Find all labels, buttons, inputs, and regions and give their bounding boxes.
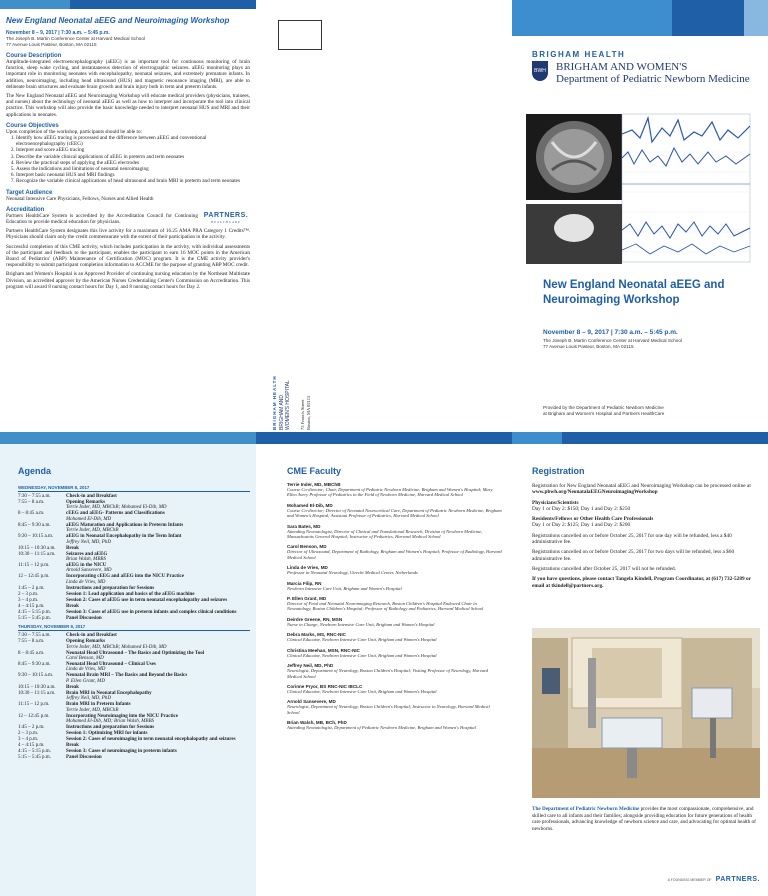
agenda-row: [18, 651, 250, 662]
cover-date: November 8 – 9, 2017 | 7:30 a.m. – 5:45 p.m.: [543, 329, 678, 336]
faculty-item: [287, 482, 502, 498]
agenda-title: Incorporating Neuroimaging into the NICU Practice: [66, 713, 178, 719]
mailer-hospital-1: BRIGHAM AND: [279, 394, 285, 430]
faculty-name: Corinne Pryor, BS RNC-NIC IBCLC: [287, 683, 363, 689]
department-statement: [532, 806, 760, 832]
objective-item: 7. Recognize the variable clinical applications of head ultrasound and brain MRI in preterm and term neonates: [16, 178, 250, 184]
faculty-title: Director of Fetal and Neonatal Neuroimaging Research, Boston Children's Hospital Endowed Chair in Neonatology, Boston Children's Hospital; Professor of Radiology and Pediatrics, Harvard Medical School: [287, 601, 484, 612]
partners-logo: [202, 213, 250, 225]
top-bar-accent: [0, 0, 70, 9]
agenda-row: [18, 563, 250, 574]
agenda-row: [18, 494, 250, 499]
faculty-item: [287, 596, 502, 612]
audience-text: Neonatal Intensive Care Physicians, Fellows, Nurses and Allied Health: [6, 195, 154, 202]
nicu-room-photo: [532, 628, 760, 798]
partners-logo-sub: HEALTHCARE: [211, 220, 241, 225]
agenda-title: Break: [66, 545, 79, 551]
bwh-shield-icon: BWH: [532, 61, 548, 81]
faculty-item: [287, 524, 502, 540]
fold-divider-light: [512, 432, 562, 444]
cancel-policy-3: Registrations cancelled after October 25, 2017 will not be refunded.: [532, 565, 676, 572]
agenda-title: Session 2: Cases of aEEG use in term neonatal encephalopathy and seizures: [66, 597, 228, 603]
agenda-time: 11:15 – 12 p.m.: [18, 563, 50, 569]
agenda-time: 7:30 – 7:55 a.m.: [18, 494, 51, 499]
agenda-title: Neonatal Head Ultrasound – Clinical Uses: [66, 662, 156, 668]
agenda-row: [18, 685, 250, 690]
agenda-time: 9:30 – 10:15 a.m.: [18, 673, 54, 679]
agenda-title: cEEG and aEEG- Patterns and Classifications: [66, 511, 165, 517]
cancel-policy-1: Registrations cancelled on or before October 25, 2017 for one day will be refunded, less a $40 administrative fee.: [532, 532, 732, 546]
agenda-event: [66, 552, 250, 563]
agenda-title: Incorporating cEEG and aEEG into the NICU Practice: [66, 574, 184, 580]
faculty-name: P. Ellen Grant, MD: [287, 596, 327, 602]
partners-logo-text: PARTNERS.: [203, 211, 249, 219]
faculty-name: Debra Marks, MS, RNC-NIC: [287, 632, 346, 638]
faculty-item: [287, 648, 502, 658]
cover-top-bar-accent: [512, 0, 672, 36]
accreditation-p3: Successful completion of this CME activity, which includes participation in the activity, with individual assessments of the participant and feedback to the participant, enables the participant to earn 16 MOC points in the American Board of Pediatrics' (ABP) Maintenance of Certification (MOC) program. It is the CME activity provider's responsibility to submit participant completion information to ACCME for the purpose of granting ABP MOC credit.: [6, 243, 250, 269]
agenda-speaker: Mohamed El-Dib, MD; Brian Walsh, MBBS: [66, 719, 154, 725]
agenda-event: [66, 494, 250, 499]
agenda-time: 10:15 – 10:30 a.m.: [18, 545, 56, 551]
agenda-title: aEEG in the NICU: [66, 563, 107, 569]
agenda-row: [18, 662, 250, 673]
faculty-name: Terrie Inder, MD, MBChB: [287, 482, 341, 487]
agenda-title: Session 1: Lead application and basics of the aEEG machine: [66, 591, 195, 597]
faculty-item: [287, 720, 502, 730]
mailer-brand: BRIGHAM HEALTH: [272, 375, 277, 430]
faculty-title: Nurse in Charge, Newborn Intensive Care Unit, Brigham and Women's Hospital: [287, 621, 435, 627]
agenda-title: Check-in and Breakfast: [66, 633, 117, 639]
agenda-speaker: Terrie Inder, MD, MBChB; Mohamed El-Dib, MD: [66, 505, 167, 511]
faculty-item: [287, 503, 502, 519]
agenda-event: [66, 755, 250, 760]
agenda-event: [66, 534, 250, 545]
agenda-event: [66, 604, 250, 609]
dept-name-highlight: The Department of Pediatric Newborn Medicine: [532, 806, 640, 812]
agenda-time: 7:55 – 8 a.m.: [18, 500, 45, 505]
faculty-title: Course Co-director; Director of Neonatal Neurocritical Care, Department of Pediatric Newborn Medicine, Brigham and Women's Hospital; Assistant Professor of Pediatrics, Harvard Medical School: [287, 507, 502, 519]
agenda-row: [18, 534, 250, 545]
faculty-item: [287, 632, 502, 642]
agenda-row: [18, 725, 250, 730]
faculty-heading: CME Faculty: [287, 466, 342, 476]
agenda-row: [18, 574, 250, 585]
cancel-policy-2: Registrations cancelled on or before October 25, 2017 for two days will be refunded, less a $60 administrative fee.: [532, 549, 735, 562]
agenda-time: 4:15 – 5:15 p.m.: [18, 749, 51, 755]
faculty-item: [287, 544, 502, 560]
cover-top-bar-light: [744, 0, 768, 36]
agenda-event: [66, 749, 250, 754]
agenda-day-1: WEDNESDAY, NOVEMBER 8, 2017: [18, 485, 250, 492]
dept-description: provides the most compassionate, comprehensive, and skilled care to all infants and their families; alongside providing education for future generations of health care professionals, advancing knowledge of newborn science and care, and advocating for optimal health of newborns.: [532, 806, 756, 832]
agenda-row: [18, 598, 250, 603]
course-description-p1: Amplitude-integrated electroencephalography (aEEG) is an important tool for continuous monitoring of brain function, sleep wake cycling, and instantaneous detection of electrographic seizures. aEEG monitoring plays an important role in monitoring neonates with encephalopathy, neonatal seizures, and extremely premature infants. In addition, neuroimaging, including head ultrasound (HUS) and magnetic resonance imaging (MRI), are able to delineate brain structures and evaluate brain growth and brain injury both in term and preterm infants.: [6, 59, 250, 90]
agenda-row: [18, 592, 250, 597]
faculty-title: Attending Neonatologist, Department of Pediatric Newborn Medicine, Brigham and Women's Hospital: [287, 725, 476, 731]
faculty-title: Clinical Educator, Newborn Intensive Care Unit, Brigham and Women's Hospital: [287, 652, 437, 658]
faculty-name: Deirdre Greene, RN, MSN: [287, 616, 343, 622]
objectives-heading: Course Objectives: [6, 122, 59, 129]
agenda-time: 8:45 – 9:30 a.m.: [18, 662, 51, 668]
accreditation-heading: Accreditation: [6, 206, 45, 213]
agenda-time: 12 – 12:45 p.m.: [18, 574, 50, 580]
agenda-event: [66, 511, 250, 522]
agenda-row: [18, 731, 250, 736]
agenda-speaker: Jeffrey Neil, MD, PhD: [66, 696, 111, 702]
agenda-event: [66, 639, 250, 650]
agenda-event: [66, 673, 250, 684]
agenda-list: [18, 483, 250, 761]
physicians-fee: Day 1 or Day 2: $150; Day 1 and Day 2: $250: [532, 505, 631, 512]
footer-partners: [600, 868, 760, 886]
brigham-logo: [532, 50, 762, 87]
objectives-list: [6, 135, 250, 185]
agenda-title: Instructions and preparation for Sessions: [66, 585, 155, 591]
faculty-title: Professor in Neonatal Neurology, Utrecht Medical Center, Netherlands: [287, 570, 418, 576]
cover-provider: [543, 405, 763, 417]
faculty-name: Arnold Sansevere, MD: [287, 699, 336, 705]
agenda-time: 8 – 8:45 a.m.: [18, 511, 45, 517]
agenda-row: [18, 714, 250, 725]
agenda-day-1-rows: [18, 494, 250, 621]
agenda-title: Opening Remarks: [66, 500, 106, 505]
agenda-event: [66, 743, 250, 748]
faculty-item: [287, 699, 502, 715]
agenda-day-2: THURSDAY, NOVEMBER 9, 2017: [18, 624, 250, 631]
agenda-row: [18, 616, 250, 621]
objectives-intro: Upon completion of the workshop, participants should be able to:: [6, 128, 143, 135]
agenda-event: [66, 563, 250, 574]
objective-item: 4. Review the practical steps of applying the aEEG electrodes: [16, 160, 250, 166]
faculty-name: Sara Bates, MD: [287, 523, 321, 529]
agenda-event: [66, 586, 250, 591]
agenda-row: [18, 633, 250, 638]
faculty-name: Christina Meehan, MSN, RNC-NIC: [287, 647, 360, 653]
registration-intro: Registration for New England Neonatal aEEG and Neuroimaging Workshop can be processed online at: [532, 483, 751, 489]
workshop-title: New England Neonatal aEEG and Neuroimaging Workshop: [6, 16, 230, 25]
faculty-name: Carol Benson, MD: [287, 544, 327, 550]
agenda-event: [66, 598, 250, 603]
accreditation-p1: Partners HealthCare System is accredited by the Accreditation Council for Continuing Education to provide medical education for physicians.: [6, 212, 198, 226]
agenda-speaker: Mohamed El-Dib, MD: [66, 516, 112, 522]
footer-partners-logo: PARTNERS.: [715, 876, 760, 883]
agenda-speaker: Terrie Inder, MD, MBChB: [66, 528, 119, 534]
agenda-speaker: Carol Benson, MD: [66, 656, 104, 662]
faculty-name: Jeffrey Neil, MD, PhD: [287, 663, 334, 669]
agenda-event: [66, 633, 250, 638]
faculty-list: [287, 482, 502, 736]
agenda-time: 5:15 – 5:45 p.m.: [18, 615, 51, 621]
cover-address: 77 Avenue Louis Pasteur, Boston, MA 02115: [543, 344, 634, 349]
postage-box: [278, 20, 322, 50]
cover-venue: The Joseph B. Martin Conference Center at Harvard Medical School: [543, 338, 682, 343]
agenda-speaker: Arnold Sansevere, MD: [66, 568, 112, 574]
faculty-name: Marcia Filip, RN: [287, 580, 322, 586]
faculty-name: Brian Walsh, MB, BCh, PhD: [287, 720, 347, 726]
accreditation-p2: Partners HealthCare System designates this live activity for a maximum of 16.25 AMA PRA Category 1 Credits™. Physicians should claim only the credit commensurate with the extent of their participation in the activity.: [6, 228, 250, 241]
agenda-time: 5:15 – 5:45 p.m.: [18, 755, 51, 761]
agenda-time: 4 – 4:15 p.m.: [18, 743, 45, 749]
registration-heading: Registration: [532, 466, 585, 476]
agenda-speaker: Linda de Vries, MD: [66, 579, 106, 585]
faculty-title: Neurologist, Department of Neurology, Boston Children's Hospital; Visiting Professor of Neurology, Harvard Medical School: [287, 668, 488, 679]
course-info-panel: [6, 16, 250, 293]
cover-event-info: [543, 329, 763, 350]
agenda-event: [66, 574, 250, 585]
faculty-title: Neurologist, Department of Neurology, Boston Children's Hospital; Instructor in Neurology, Harvard Medical School: [287, 704, 490, 715]
agenda-event: [66, 610, 250, 615]
agenda-row: [18, 702, 250, 713]
agenda-event: [66, 702, 250, 713]
agenda-time: 7:30 – 7:55 a.m.: [18, 633, 51, 639]
agenda-time: 7:55 – 8 a.m.: [18, 639, 45, 645]
agenda-row: [18, 604, 250, 609]
agenda-time: 3 – 4 p.m.: [18, 737, 39, 743]
accreditation: [6, 213, 250, 290]
agenda-row: [18, 691, 250, 702]
agenda-time: 4 – 4:15 p.m.: [18, 603, 45, 609]
agenda-time: 10:30 – 11:15 a.m.: [18, 690, 56, 696]
objective-item: 6. Interpret basic neonatal HUS and MRI findings: [16, 172, 250, 178]
agenda-time: 2 – 3 p.m.: [18, 731, 39, 737]
agenda-title: Panel Discussion: [66, 755, 102, 761]
agenda-time: 8 – 8:45 a.m.: [18, 650, 45, 656]
faculty-title: Director of Ultrasound, Department of Radiology, Brigham and Women's Hospital; Professor of Radiology, Harvard Medical School: [287, 549, 502, 560]
agenda-time: 3 – 4 p.m.: [18, 597, 39, 603]
agenda-event: [66, 714, 250, 725]
agenda-title: Break: [66, 684, 79, 690]
agenda-row: [18, 673, 250, 684]
agenda-event: [66, 662, 250, 673]
agenda-event: [66, 651, 250, 662]
contact-info: If you have questions, please contact Tangela Kindell, Program Coordinator, at (617) 732-5289 or email at tkindell@partners.org.: [532, 576, 751, 589]
agenda-event: [66, 731, 250, 736]
faculty-name: Linda de Vries, MD: [287, 565, 328, 571]
agenda-speaker: Linda de Vries, MD: [66, 667, 106, 673]
agenda-time: 2 – 3 p.m.: [18, 591, 39, 597]
objective-item: 1. Identify how aEEG tracing is processed and the difference between aEEG and conventional electroencephalography (cEEG): [16, 135, 250, 147]
agenda-event: [66, 592, 250, 597]
agenda-event: [66, 725, 250, 730]
agenda-title: Neonatal Brain MRI – The Basics and Beyond the Basics: [66, 673, 188, 679]
mailer-hospital-2: WOMEN'S HOSPITAL: [285, 380, 291, 430]
registration-link[interactable]: www.pbwh.org/NeonatalaEEGNeuroimagingWorkshop: [532, 489, 658, 496]
agenda-title: Brain MRI in Neonatal Encephalopathy: [66, 690, 152, 696]
faculty-title: Clinical Educator, Newborn Intensive Care Unit, Brigham and Women's Hospital: [287, 637, 437, 643]
agenda-time: 8:45 – 9:30 a.m.: [18, 522, 51, 528]
agenda-row: [18, 523, 250, 534]
dept-name: Department of Pediatric Newborn Medicine: [556, 73, 750, 85]
agenda-event: [66, 500, 250, 511]
agenda-title: Instructions and preparation for Sessions: [66, 725, 155, 731]
agenda-title: Session 3: Cases of aEEG use in preterm infants and complex clinical conditions: [66, 609, 237, 615]
agenda-title: Neonatal Head Ultrasound – The Basics and Optimizing the Tool: [66, 650, 205, 656]
faculty-item: [287, 581, 502, 591]
faculty-title: Newborn Intensive Care Unit, Brigham and Women's Hospital: [287, 585, 402, 591]
registration-info: [532, 483, 760, 593]
agenda-speaker: Brian Walsh, MBBS: [66, 557, 106, 563]
agenda-time: 10:15 – 10:30 a.m.: [18, 684, 56, 690]
faculty-item: [287, 565, 502, 575]
agenda-event: [66, 685, 250, 690]
agenda-event: [66, 616, 250, 621]
objective-item: 5. Assess the indications and limitations of neonatal neuroimaging: [16, 166, 250, 172]
faculty-item: [287, 617, 502, 627]
agenda-title: Opening Remarks: [66, 639, 106, 645]
agenda-title: Panel Discussion: [66, 615, 102, 621]
course-description-heading: Course Description: [6, 53, 62, 59]
agenda-row: [18, 586, 250, 591]
accreditation-p4: Brigham and Women's Hospital is an Approved Provider of continuing nursing education by the Northeast Multistate Division, an accredited approver by the American Nurses Credentialing Center's Commission on Accreditation. This program will award 8 nursing contact hours for Day 1, and 8 nursing contact hours for Day 2.: [6, 271, 250, 290]
agenda-speaker: Jeffrey Neil, MD, PhD: [66, 539, 111, 545]
audience-heading: Target Audience: [6, 189, 53, 196]
agenda-speaker: Terrie Inder, MD, MBChB: [66, 707, 119, 713]
faculty-item: [287, 663, 502, 679]
agenda-row: [18, 755, 250, 760]
agenda-row: [18, 610, 250, 615]
agenda-title: Break: [66, 603, 79, 609]
agenda-time: 10:30 – 11:15 a.m.: [18, 551, 56, 557]
agenda-time: 1:45 – 2 p.m.: [18, 585, 45, 591]
provider-line-2: at Brigham and Women's Hospital and Partners HealthCare: [543, 411, 665, 416]
agenda-row: [18, 500, 250, 511]
agenda-day-2-rows: [18, 633, 250, 760]
agenda-speaker: P. Ellen Grant, MD: [66, 678, 105, 684]
agenda-title: Session 2: Cases of neuroimaging in term neonatal encephalopathy and seizures: [66, 737, 236, 743]
agenda-event: [66, 546, 250, 551]
brand-label: BRIGHAM HEALTH: [532, 50, 626, 59]
course-description: [6, 59, 250, 118]
faculty-item: [287, 684, 502, 694]
agenda-title: Session 1: Optimizing MRI for infants: [66, 731, 148, 737]
agenda-title: Seizures and aEEG: [66, 551, 108, 557]
agenda-row: [18, 749, 250, 754]
workshop-venue: The Joseph B. Martin Conference Center at Harvard Medical School: [6, 36, 145, 41]
agenda-row: [18, 546, 250, 551]
agenda-row: [18, 737, 250, 742]
objective-item: 3. Describe the variable clinical applications of aEEG in preterm and term neonates: [16, 154, 250, 160]
agenda-title: Brain MRI in Preterm Infants: [66, 702, 131, 708]
agenda-title: Check-in and Breakfast: [66, 494, 117, 499]
agenda-title: Session 3: Cases of neuroimaging in preterm infants: [66, 749, 177, 755]
cover-title: New England Neonatal aEEG and Neuroimaging Workshop: [543, 279, 725, 306]
agenda-row: [18, 552, 250, 563]
residents-fee: Day 1 or Day 2: $125; Day 1 and Day 2: $200: [532, 522, 631, 529]
agenda-event: [66, 523, 250, 534]
agenda-time: 9:30 – 10:15 a.m.: [18, 534, 54, 540]
faculty-title: Course Co-director; Chair, Department of Pediatric Newborn Medicine, Brigham and Women's Hospital; Mary Ellen Avery Professor of Pediatrics in the Field of Newborn Medicine, Harvard Medical School: [287, 487, 493, 498]
agenda-row: [18, 639, 250, 650]
faculty-title: Attending Neonatologist, Director of Clinical and Translational Research, Division of Newborn Medicine, Massachusetts General Hospital; Instructor of Pediatrics, Harvard Medical School: [287, 528, 483, 540]
agenda-event: [66, 737, 250, 742]
faculty-name: Mohamed El-Dib, MD: [287, 502, 333, 508]
agenda-title: Break: [66, 743, 79, 749]
agenda-row: [18, 511, 250, 522]
residents-heading: Residents/Fellows or Other Health Care Professionals: [532, 516, 654, 523]
mailer-address-1: 75 Francis Street: [300, 399, 305, 430]
agenda-event: [66, 691, 250, 702]
objective-item: 2. Interpret and score aEEG tracing: [16, 147, 250, 153]
agenda-heading: Agenda: [18, 466, 52, 476]
physicians-heading: Physicians/Scientists: [532, 499, 579, 506]
course-description-p2: The New England Neonatal aEEG and Neuroimaging Workshop will educate medical providers (physicians, trainees, and nurses) about the technology of neonatal aEEG as well as how to interpret and incorporate the tool into clinical practice. This workshop will also provide the basic knowledge needed to interpret neonatal HUS and MRI and their applications in neonates.: [6, 93, 250, 118]
agenda-time: 11:15 – 12 p.m.: [18, 702, 50, 708]
agenda-title: aEEG in Neonatal Encephalopathy in the Term Infant: [66, 534, 182, 540]
agenda-time: 4:15 – 5:15 p.m.: [18, 609, 51, 615]
return-address: [272, 348, 312, 432]
fold-divider-accent: [0, 432, 256, 444]
provider-line-1: Provided by the Department of Pediatric Newborn Medicine: [543, 405, 664, 410]
agenda-speaker: Terrie Inder, MD, MBChB; Mohamed El-Dib, MD: [66, 644, 167, 650]
cover-photo-collage: [512, 112, 768, 266]
org-name: BRIGHAM AND WOMEN'S: [556, 61, 688, 73]
mailer-address-2: Boston, MA 02115: [306, 395, 311, 430]
workshop-date: November 8 – 9, 2017 | 7:30 a.m. – 5:45 p.m.: [6, 30, 110, 36]
agenda-title: aEEG Maturation and Applications in Preterm Infants: [66, 522, 184, 528]
agenda-time: 12 – 12:45 p.m.: [18, 713, 50, 719]
footer-label: A FOUNDING MEMBER OF: [667, 878, 712, 882]
workshop-address: 77 Avenue Louis Pasteur, Boston, MA 02115: [6, 42, 97, 47]
agenda-row: [18, 743, 250, 748]
faculty-title: Clinical Educator, Newborn Intensive Care Unit, Brigham and Women's Hospital: [287, 688, 437, 694]
agenda-time: 1:45 – 2 p.m.: [18, 725, 45, 731]
